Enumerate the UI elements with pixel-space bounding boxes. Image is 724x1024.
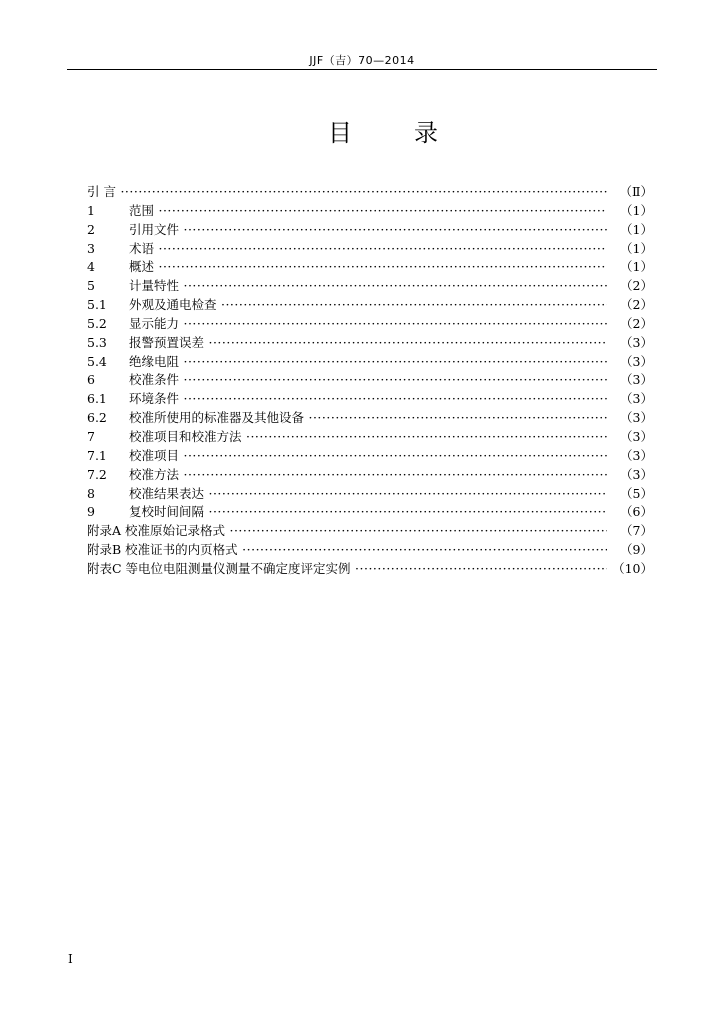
toc-entry-label: 复校时间间隔 ····· (129, 503, 607, 522)
toc-entry[interactable] (87, 258, 653, 277)
toc-entry[interactable] (87, 409, 653, 428)
toc-entry-label: 显示能力 ····· (129, 315, 607, 334)
toc-entry[interactable] (87, 447, 653, 466)
toc-entry[interactable] (87, 503, 653, 522)
toc-entry-number: 5 (87, 278, 95, 294)
toc-entry[interactable] (87, 522, 653, 541)
toc-entry-page: （2） (620, 297, 653, 313)
toc-entry-page: （1） (620, 202, 653, 218)
toc-entry-page: （3） (620, 447, 653, 463)
toc-entry-page: （7） (620, 523, 653, 539)
toc-entry-page: （3） (620, 428, 653, 444)
toc-entry-label: 范围 ····· (129, 202, 607, 221)
toc-entry-label: 报警预置误差 ····· (129, 334, 607, 353)
toc-entry-page: （1） (620, 259, 653, 275)
toc-entry[interactable] (87, 353, 653, 372)
toc-entry-page: （1） (620, 240, 653, 256)
toc-entry-page: （3） (620, 372, 653, 388)
toc-entry-number: 5.4 (87, 353, 107, 369)
toc-entry-number: 4 (87, 259, 95, 275)
toc-title-part1: 目 (328, 119, 352, 147)
toc-entry-label: 引用文件 ····· (129, 221, 607, 240)
toc-entry-page: （5） (620, 485, 653, 501)
toc-entry[interactable] (87, 466, 653, 485)
toc-entry[interactable] (87, 221, 653, 240)
toc-entry[interactable] (87, 560, 653, 579)
toc-entry-number: 6 (87, 372, 95, 388)
toc-entry-number: 3 (87, 240, 95, 256)
table-of-contents (87, 183, 653, 579)
toc-entry[interactable] (87, 240, 653, 259)
toc-entry-number: 8 (87, 485, 95, 501)
toc-entry-number: 7.2 (87, 466, 107, 482)
toc-entry-number: 2 (87, 221, 95, 237)
toc-entry-page: （6） (620, 504, 653, 520)
toc-entry-label: 校准项目和校准方法 ····· (129, 428, 607, 447)
toc-entry-label: 术语 ····· (129, 240, 607, 259)
toc-entry-label: 环境条件 ····· (129, 390, 607, 409)
toc-entry-label: 附表C 等电位电阻测量仪测量不确定度评定实例 ····· (87, 560, 607, 579)
document-code-header: JJF（吉）70—2014 (309, 54, 415, 67)
toc-entry[interactable] (87, 334, 653, 353)
toc-entry-page: （10） (612, 560, 653, 576)
toc-title (328, 113, 438, 148)
toc-entry-label: 附录B 校准证书的内页格式 ····· (87, 541, 607, 560)
toc-entry-page: （3） (620, 466, 653, 482)
toc-entry[interactable] (87, 202, 653, 221)
toc-entry-page: （2） (620, 315, 653, 331)
toc-entry-page: （3） (620, 410, 653, 426)
toc-entry-number: 6.1 (87, 391, 107, 407)
toc-entry[interactable] (87, 183, 653, 202)
toc-entry[interactable] (87, 428, 653, 447)
toc-entry[interactable] (87, 541, 653, 560)
toc-entry-label: 校准结果表达 ····· (129, 485, 607, 504)
toc-entry[interactable] (87, 296, 653, 315)
toc-entry[interactable] (87, 371, 653, 390)
toc-entry-page: （Ⅱ） (619, 184, 653, 199)
toc-entry[interactable] (87, 315, 653, 334)
toc-entry-number: 7 (87, 428, 95, 444)
toc-entry-number: 7.1 (87, 447, 107, 463)
toc-entry-label: 外观及通电检查 ····· (129, 296, 607, 315)
toc-entry-label: 校准条件 ····· (129, 371, 607, 390)
toc-entry-number: 6.2 (87, 410, 107, 426)
toc-entry-page: （3） (620, 391, 653, 407)
toc-entry[interactable] (87, 485, 653, 504)
toc-entry-label: 计量特性 ····· (129, 277, 607, 296)
toc-entry-number: 5.3 (87, 334, 107, 350)
toc-entry-label: 校准所使用的标准器及其他设备 ····· (129, 409, 607, 428)
toc-entry-label: 附录A 校准原始记录格式 ····· (87, 522, 607, 541)
toc-entry-page: （1） (620, 221, 653, 237)
toc-entry-label: 校准方法 ····· (129, 466, 607, 485)
toc-entry-label: 绝缘电阻 ····· (129, 353, 607, 372)
toc-entry-number: 1 (87, 202, 95, 218)
toc-entry-page: （9） (620, 542, 653, 558)
toc-entry-number: 9 (87, 504, 95, 520)
toc-entry-page: （2） (620, 278, 653, 294)
page-folio: Ⅰ (68, 952, 73, 966)
toc-entry-number: 5.2 (87, 315, 107, 331)
toc-entry-page: （3） (620, 334, 653, 350)
toc-entry-number: 5.1 (87, 297, 107, 313)
header-rule (67, 69, 657, 70)
toc-entry-label: 概述 ····· (129, 258, 607, 277)
toc-title-part2: 录 (414, 119, 438, 147)
toc-entry-label: 引 言 ····· (87, 183, 607, 202)
toc-entry[interactable] (87, 277, 653, 296)
toc-entry-label: 校准项目 ····· (129, 447, 607, 466)
toc-entry[interactable] (87, 390, 653, 409)
toc-entry-page: （3） (620, 353, 653, 369)
